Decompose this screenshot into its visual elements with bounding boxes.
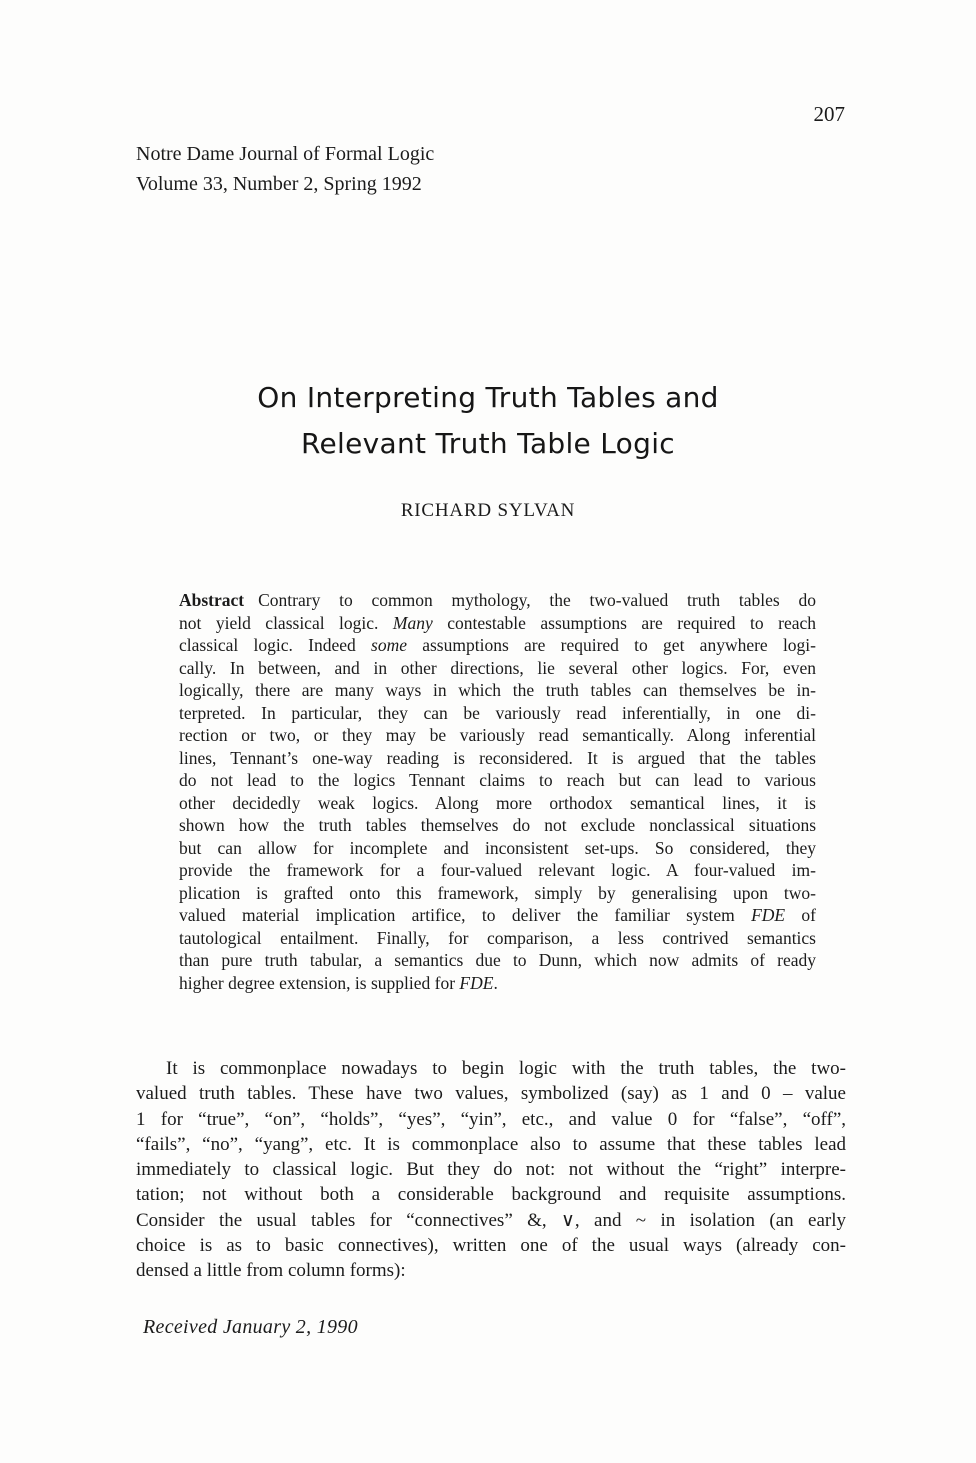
text-line: but can allow for incomplete and inconsistent set-ups. So considered, they [179, 837, 816, 858]
received-date: Received January 2, 1990 [143, 1316, 358, 1338]
text-line: shown how the truth tables themselves do not exclude nonclassical situations [179, 815, 816, 835]
journal-name: Notre Dame Journal of Formal Logic [136, 143, 435, 165]
text-line: densed a little from column forms): [136, 1260, 406, 1282]
text-line: other decidedly weak logics. Along more orthodox semantical lines, it is [179, 792, 816, 813]
text-line: Abstract Contrary to common mythology, the two-valued truth tables do [179, 590, 816, 610]
text-line: provide the framework for a four-valued relevant logic. A four-valued im- [179, 860, 816, 880]
text-line: immediately to classical logic. But they do not: not without the “right” interpre- [136, 1159, 846, 1181]
text-line: do not lead to the logics Tennant claims to reach but can lead to various [179, 770, 816, 790]
text-line: 1 for “true”, “on”, “holds”, “yes”, “yin”, etc., and value 0 for “false”, “off”, [136, 1108, 846, 1130]
abstract-block [179, 589, 816, 994]
text-line: plication is grafted onto this framework, simply by generalising upon two- [179, 882, 816, 903]
text-line: than pure truth tabular, a semantics due to Dunn, which now admits of ready [179, 950, 816, 970]
text-line: terpreted. In particular, they can be variously read inferentially, in one di- [179, 702, 816, 723]
text-line: It is commonplace nowadays to begin logic with the truth tables, the two- [166, 1058, 846, 1079]
text-line: classical logic. Indeed some assumptions are required to get anywhere logi- [179, 635, 816, 655]
text-line: tation; not without both a considerable background and requisite assumptions. [136, 1184, 846, 1206]
body-paragraph [136, 1056, 846, 1284]
page-number-row [136, 102, 845, 127]
paper-title [0, 375, 976, 467]
text-line: lines, Tennant’s one-way reading is reconsidered. It is argued that the tables [179, 747, 816, 768]
journal-header [136, 139, 434, 199]
text-line: not yield classical logic. Many contestable assumptions are required to reach [179, 612, 816, 633]
text-line: choice is as to basic connectives), written one of the usual ways (already con- [136, 1235, 846, 1257]
text-line: cally. In between, and in other directions, lie several other logics. For, even [179, 657, 816, 678]
text-line: valued material implication artifice, to deliver the familiar system FDE of [179, 905, 816, 925]
text-line: logically, there are many ways in which the truth tables can themselves be in- [179, 680, 816, 700]
text-line: higher degree extension, is supplied for FDE. [179, 972, 498, 993]
text-line: valued truth tables. These have two values, symbolized (say) as 1 and 0 – value [136, 1083, 846, 1105]
text-line: tautological entailment. Finally, for comparison, a less contrived semantics [179, 927, 816, 948]
journal-issue: Volume 33, Number 2, Spring 1992 [136, 173, 422, 195]
text-line: Consider the usual tables for “connectives” &, ∨, and ~ in isolation (an early [136, 1209, 846, 1231]
page-number: 207 [813, 102, 845, 126]
text-line: rection or two, or they may be variously read semantically. Along inferential [179, 725, 816, 745]
paper-title-line-1: On Interpreting Truth Tables and [257, 380, 719, 414]
author-name: RICHARD SYLVAN [400, 500, 576, 521]
paper-title-line-2: Relevant Truth Table Logic [301, 426, 675, 460]
text-line: “fails”, “no”, “yang”, etc. It is commonplace also to assume that these tables lead [136, 1133, 846, 1155]
